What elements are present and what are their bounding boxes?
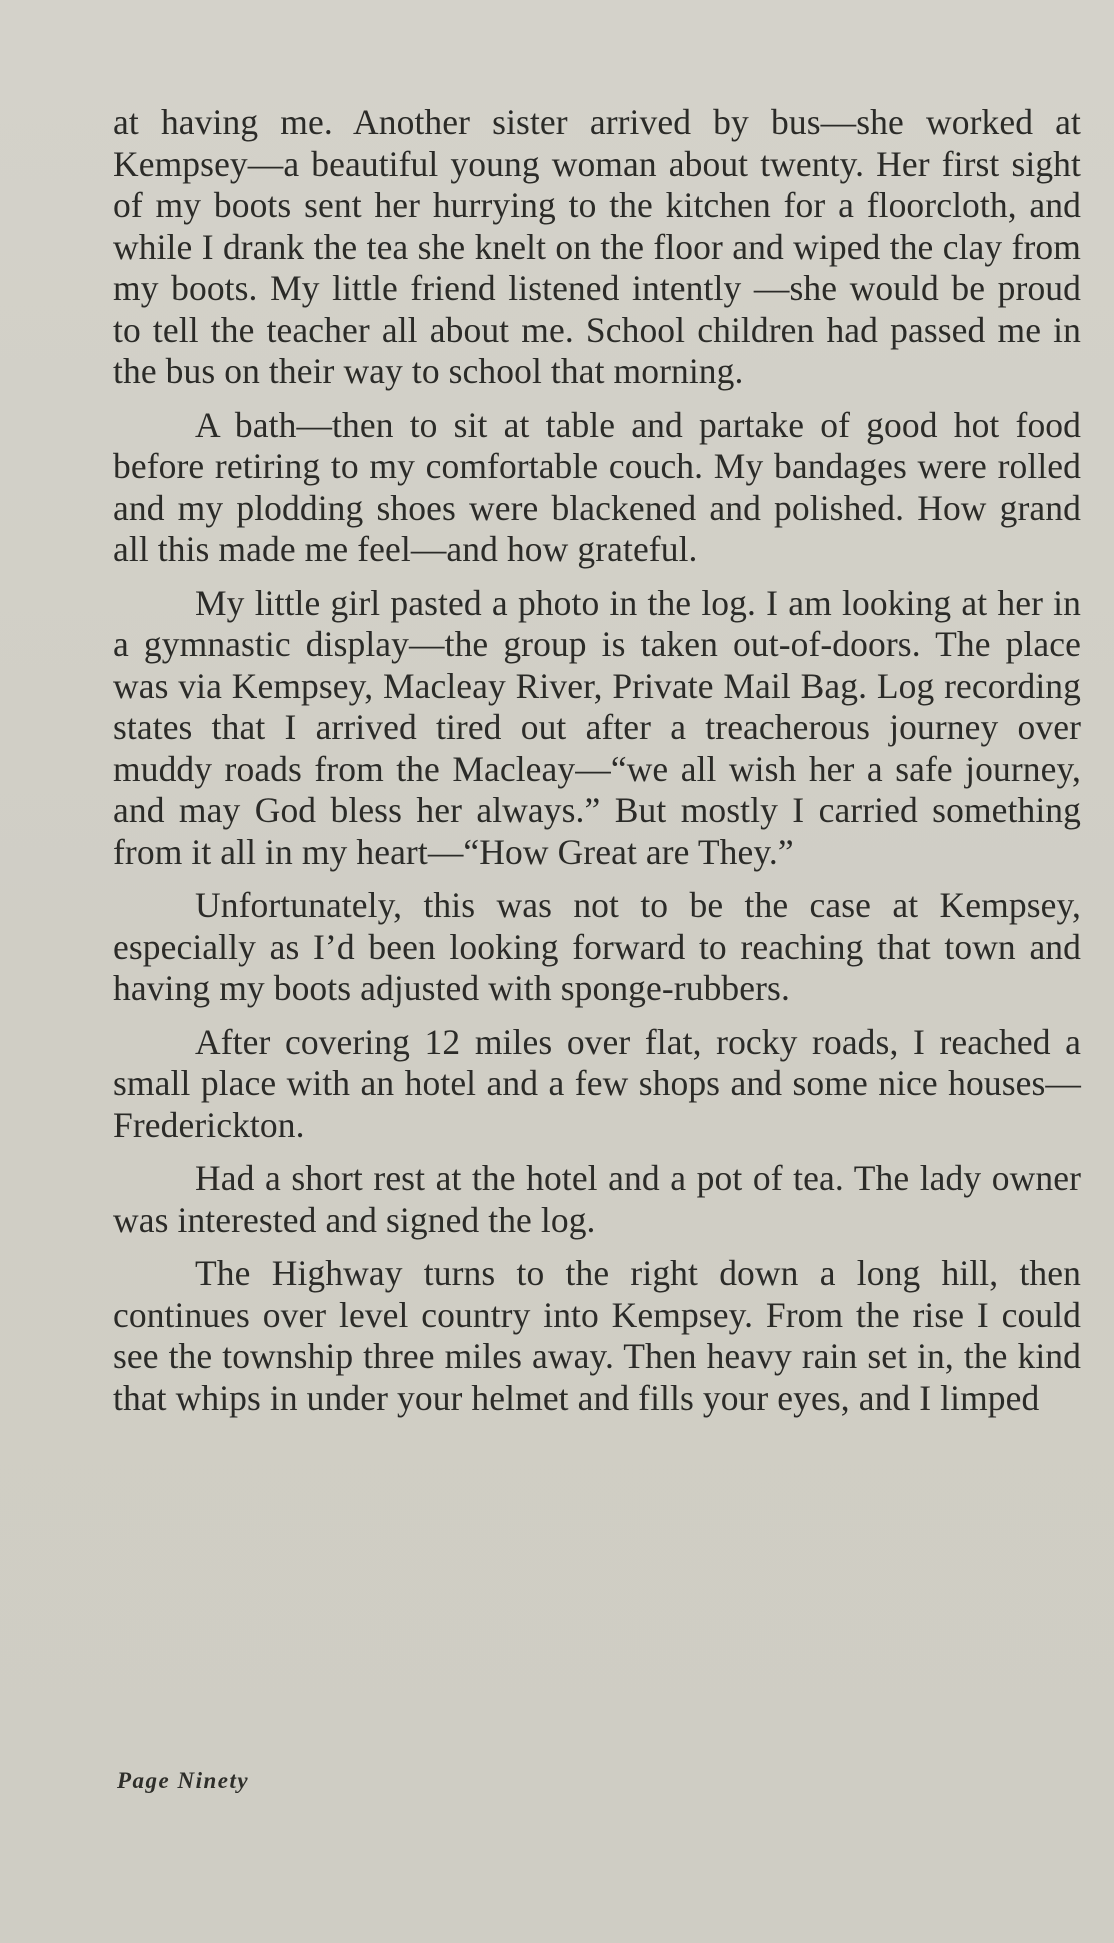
- paragraph-highway: The Highway turns to the right down a long hill, then continues over level country into Kempsey. From the rise I could see the township three miles away. Then heavy rain set in, the kind that whips in under your helmet and fills your eyes, and I limped: [113, 1253, 1081, 1418]
- paragraph-frederickton: After covering 12 miles over flat, rocky roads, I reached a small place with an hotel and a few shops and some nice houses—Frederickton.: [113, 1021, 1081, 1145]
- paragraph-photo-log: My little girl pasted a photo in the log. I am looking at her in a gymnastic display—the group is taken out-of-doors. The place was via Kempsey, Macleay River, Private Mail Bag. Log recording states that I arrived tired out after a treacherous journey over muddy roads from the Macleay—“we all wish her a safe journey, and may God bless her always.” But mostly I carried something from it all in my heart—“How Great are They.”: [113, 582, 1081, 872]
- paragraph-kempsey: Unfortunately, this was not to be the case at Kempsey, especially as I’d been looking forward to reaching that town and having my boots adjusted with sponge-rubbers.: [113, 885, 1081, 1008]
- paragraph-continuation: at having me. Another sister arrived by bus—she worked at Kempsey—a beautiful young woman about twenty. Her first sight of my boots sent her hurrying to the kitchen for a floorcloth, and while I drank the tea she knelt on the floor and wiped the clay from my boots. My little friend listened intently —she would be proud to tell the teacher all about me. School children had passed me in the bus on their way to school that morning.: [113, 102, 1081, 391]
- paragraph-bath: A bath—then to sit at table and partake of good hot food before retiring to my comfortable couch. My bandages were rolled and my plodding shoes were blackened and polished. How grand all this made me feel—and how grateful.: [113, 404, 1081, 569]
- page-number: Page Ninety: [117, 1768, 250, 1793]
- paragraph-hotel-rest: Had a short rest at the hotel and a pot of tea. The lady owner was interested and signed the log.: [113, 1158, 1081, 1240]
- body-text: [113, 102, 1081, 1419]
